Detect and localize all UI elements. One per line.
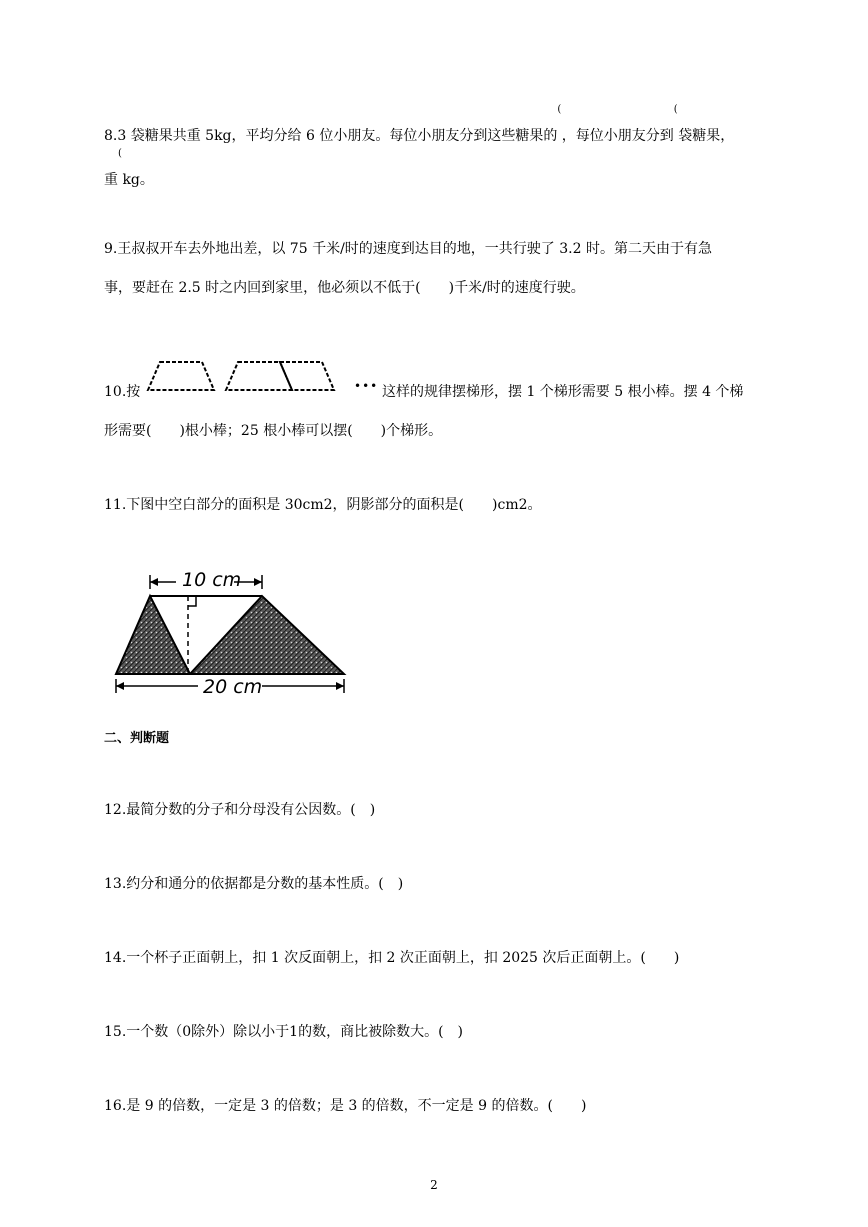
figure-bottom-length-label: 20 cm <box>203 676 263 698</box>
question-15: 15.一个数（0除外）除以小于1的数，商比被除数大。( ) <box>104 1024 464 1040</box>
question-12: 12.最简分数的分子和分母没有公因数。( ) <box>104 802 376 818</box>
question-9-line-2: 事，要赶在 2.5 时之内回到家里，他必须以不低于( )千米/时的速度行驶。 <box>104 280 585 296</box>
q8-blank-2-paren: ( <box>673 104 678 115</box>
q8-text-part3: 袋糖果， <box>678 128 735 144</box>
q8-blank-1 <box>557 104 562 146</box>
question-9-line-1: 9.王叔叔开车去外地出差，以 75 千米/时的速度到达目的地，一共行驶了 3.2 时。第二天由于有急 <box>104 241 712 257</box>
q8-text-line2b: kg。 <box>122 172 154 188</box>
question-10-line-2: 形需要( )根小棒；25 根小棒可以摆( )个梯形。 <box>104 423 443 439</box>
question-11-text: 11.下图中空白部分的面积是 30cm2，阴影部分的面积是( )cm2。 <box>104 497 542 513</box>
q8-text-part1: 8.3 袋糖果共重 5kg，平均分给 6 位小朋友。每位小朋友分到这些糖果的 <box>104 128 558 144</box>
section-heading-judgement: 二、判断题 <box>104 731 170 746</box>
q8-blank-3-paren: ( <box>118 148 122 159</box>
q8-blank-2 <box>673 104 678 146</box>
q8-blank-3 <box>118 148 122 190</box>
question-8-line-1 <box>104 104 735 146</box>
page-number: 2 <box>430 1178 438 1192</box>
q8-blank-1-paren: ( <box>557 104 562 115</box>
figure-top-length-label: 10 cm <box>182 569 242 591</box>
question-14: 14.一个杯子正面朝上，扣 1 次反面朝上，扣 2 次正面朝上，扣 2025 次后正面朝上。( ) <box>104 950 680 966</box>
q8-text-part2: ，每位小朋友分到 <box>561 128 674 144</box>
question-13: 13.约分和通分的依据都是分数的基本性质。( ) <box>104 876 404 892</box>
question-10-prefix: 10.按 <box>104 384 141 400</box>
q8-text-line2a: 重 <box>104 172 118 188</box>
question-8-line-2 <box>104 148 154 190</box>
trapezoid-pattern-figure <box>146 358 379 398</box>
question-10-line-1: 这样的规律摆梯形，摆 1 个梯形需要 5 根小棒。摆 4 个梯 <box>382 384 744 400</box>
question-16: 16.是 9 的倍数，一定是 3 的倍数；是 3 的倍数，不一定是 9 的倍数。( ) <box>104 1098 587 1114</box>
q10-continuation-dots: ••• <box>354 379 379 393</box>
